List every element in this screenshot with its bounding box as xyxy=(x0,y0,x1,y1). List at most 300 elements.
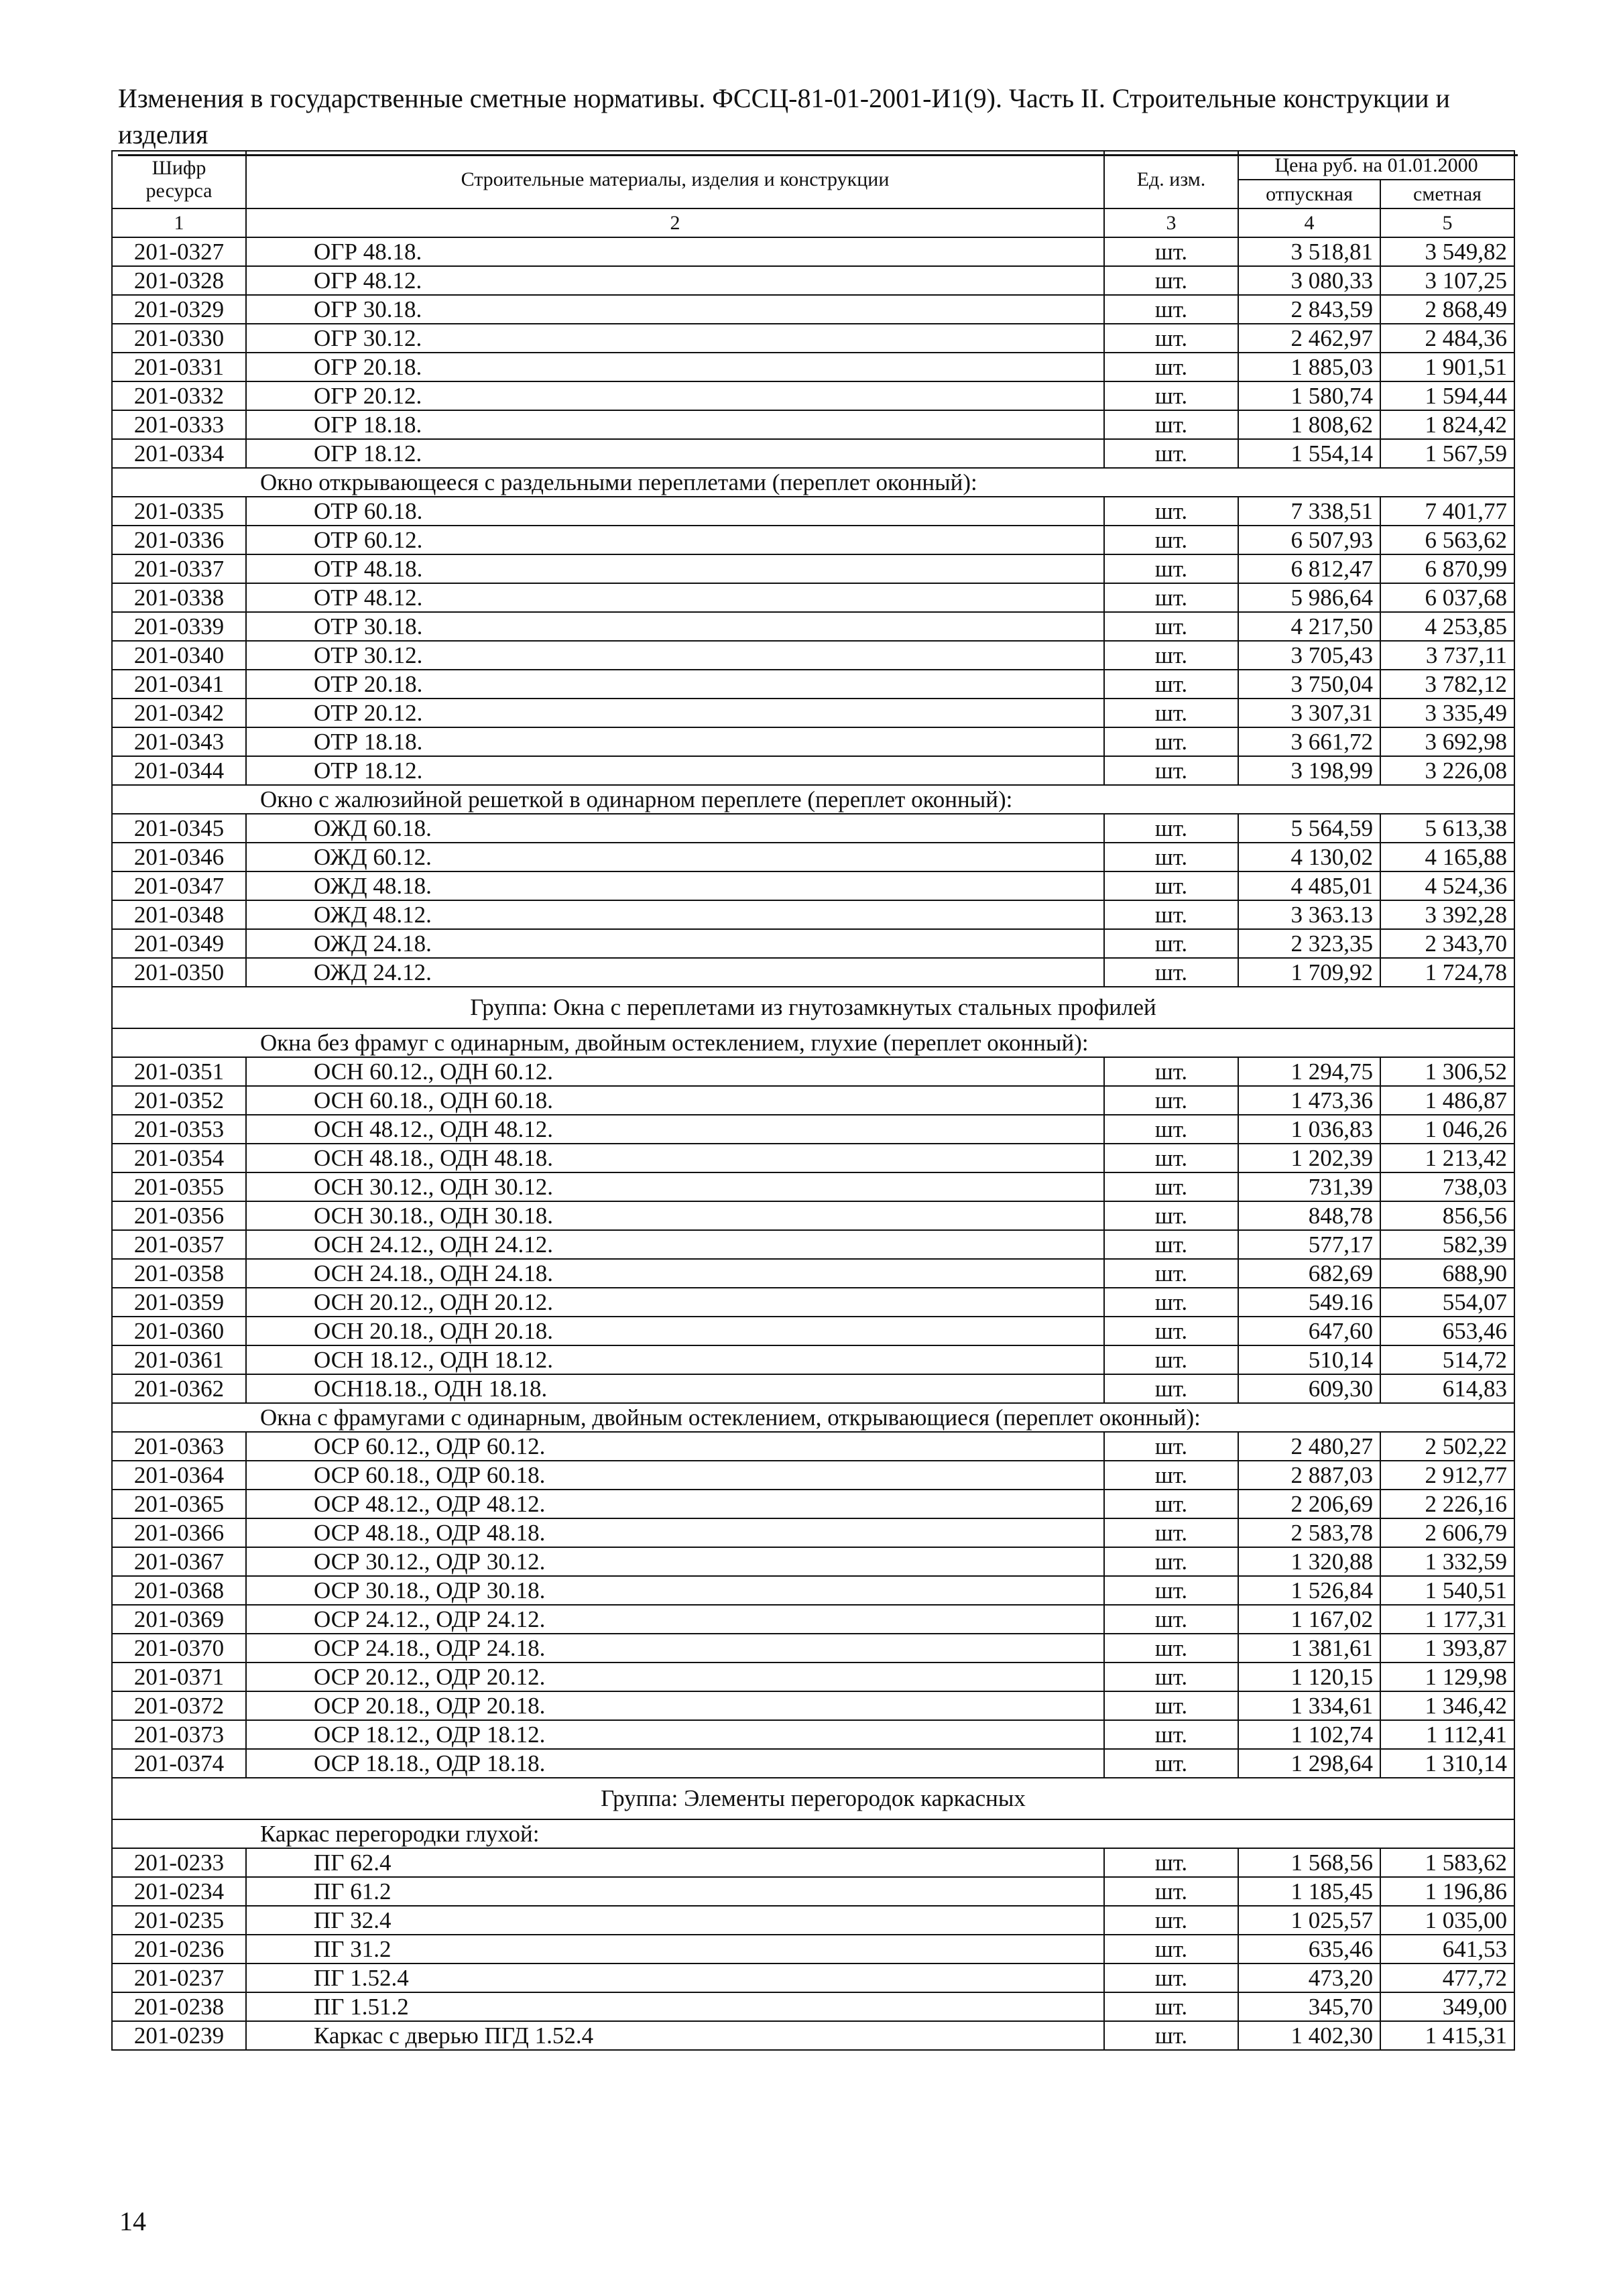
resource-code: 201-0238 xyxy=(112,1992,246,2021)
estimate-price: 3 737,11 xyxy=(1380,641,1514,670)
unit: шт. xyxy=(1104,1547,1238,1576)
release-price: 4 485,01 xyxy=(1238,871,1380,900)
unit: шт. xyxy=(1104,843,1238,871)
unit: шт. xyxy=(1104,814,1238,843)
estimate-price: 1 583,62 xyxy=(1380,1848,1514,1877)
release-price: 2 480,27 xyxy=(1238,1432,1380,1461)
table-row xyxy=(112,699,1514,727)
release-price: 1 402,30 xyxy=(1238,2021,1380,2050)
estimate-price: 1 129,98 xyxy=(1380,1663,1514,1691)
material-name: ОСН 30.12., ОДН 30.12. xyxy=(246,1172,1104,1201)
estimate-price: 6 870,99 xyxy=(1380,554,1514,583)
material-name: ОСН 20.12., ОДН 20.12. xyxy=(246,1288,1104,1317)
estimate-price: 3 692,98 xyxy=(1380,727,1514,756)
col-number: 5 xyxy=(1380,208,1514,237)
unit: шт. xyxy=(1104,353,1238,381)
material-name: ОСН 18.12., ОДН 18.12. xyxy=(246,1345,1104,1374)
table-row xyxy=(112,266,1514,295)
release-price: 5 986,64 xyxy=(1238,583,1380,612)
material-name: ПГ 1.51.2 xyxy=(246,1992,1104,2021)
table-row xyxy=(112,1877,1514,1906)
release-price: 3 307,31 xyxy=(1238,699,1380,727)
table-row xyxy=(112,324,1514,353)
release-price: 2 462,97 xyxy=(1238,324,1380,353)
release-price: 1 808,62 xyxy=(1238,410,1380,439)
estimate-price: 1 594,44 xyxy=(1380,381,1514,410)
unit: шт. xyxy=(1104,1877,1238,1906)
table-row xyxy=(112,1461,1514,1490)
table-row xyxy=(112,1992,1514,2021)
unit: шт. xyxy=(1104,699,1238,727)
material-name: ОГР 30.12. xyxy=(246,324,1104,353)
subsection-heading: Каркас перегородки глухой: xyxy=(112,1819,1514,1848)
resource-code: 201-0365 xyxy=(112,1490,246,1518)
table-row xyxy=(112,295,1514,324)
table-header xyxy=(112,151,1514,237)
release-price: 345,70 xyxy=(1238,1992,1380,2021)
material-name: ОСР 18.12., ОДР 18.12. xyxy=(246,1720,1104,1749)
estimate-price: 1 310,14 xyxy=(1380,1749,1514,1778)
unit: шт. xyxy=(1104,670,1238,699)
table-row xyxy=(112,1720,1514,1749)
subsection-row xyxy=(112,1819,1514,1848)
estimate-price: 3 107,25 xyxy=(1380,266,1514,295)
table-row xyxy=(112,1201,1514,1230)
unit: шт. xyxy=(1104,2021,1238,2050)
col-number: 2 xyxy=(246,208,1104,237)
unit: шт. xyxy=(1104,1230,1238,1259)
resource-code: 201-0233 xyxy=(112,1848,246,1877)
release-price: 1 334,61 xyxy=(1238,1691,1380,1720)
unit: шт. xyxy=(1104,1691,1238,1720)
subsection-heading: Окно открывающееся с раздельными переплетами (переплет оконный): xyxy=(112,468,1514,497)
material-name: ОСН 60.12., ОДН 60.12. xyxy=(246,1057,1104,1086)
resource-code: 201-0370 xyxy=(112,1634,246,1663)
unit: шт. xyxy=(1104,958,1238,987)
unit: шт. xyxy=(1104,1935,1238,1963)
group-heading: Группа: Элементы перегородок каркасных xyxy=(112,1778,1514,1819)
material-name: ПГ 1.52.4 xyxy=(246,1963,1104,1992)
unit: шт. xyxy=(1104,1576,1238,1605)
estimate-price: 3 226,08 xyxy=(1380,756,1514,785)
release-price: 1 381,61 xyxy=(1238,1634,1380,1663)
estimate-price: 2 502,22 xyxy=(1380,1432,1514,1461)
estimate-price: 1 724,78 xyxy=(1380,958,1514,987)
page-header: Изменения в государственные сметные нормативы. ФССЦ-81-01-2001-И1(9). Часть II. Строительные конструкции и изделия xyxy=(118,80,1518,156)
release-price: 2 323,35 xyxy=(1238,929,1380,958)
col-number: 4 xyxy=(1238,208,1380,237)
material-name: Каркас с дверью ПГД 1.52.4 xyxy=(246,2021,1104,2050)
release-price: 682,69 xyxy=(1238,1259,1380,1288)
material-name: ОСР 30.18., ОДР 30.18. xyxy=(246,1576,1104,1605)
material-name: ОЖД 24.18. xyxy=(246,929,1104,958)
resource-code: 201-0367 xyxy=(112,1547,246,1576)
material-name: ПГ 31.2 xyxy=(246,1935,1104,1963)
table-row xyxy=(112,554,1514,583)
unit: шт. xyxy=(1104,929,1238,958)
resource-code: 201-0340 xyxy=(112,641,246,670)
resource-code: 201-0344 xyxy=(112,756,246,785)
subsection-heading: Окна с фрамугами с одинарным, двойным остеклением, открывающиеся (переплет оконный): xyxy=(112,1403,1514,1432)
page-number: 14 xyxy=(119,2206,146,2236)
material-name: ОСР 18.18., ОДР 18.18. xyxy=(246,1749,1104,1778)
release-price: 647,60 xyxy=(1238,1317,1380,1345)
resource-code: 201-0354 xyxy=(112,1144,246,1172)
price-table xyxy=(111,150,1515,2051)
estimate-price: 2 868,49 xyxy=(1380,295,1514,324)
table-row xyxy=(112,958,1514,987)
resource-code: 201-0335 xyxy=(112,497,246,526)
release-price: 3 661,72 xyxy=(1238,727,1380,756)
resource-code: 201-0366 xyxy=(112,1518,246,1547)
material-name: ОТР 60.18. xyxy=(246,497,1104,526)
estimate-price: 4 165,88 xyxy=(1380,843,1514,871)
table-row xyxy=(112,1317,1514,1345)
resource-code: 201-0362 xyxy=(112,1374,246,1403)
unit: шт. xyxy=(1104,1518,1238,1547)
estimate-price: 1 112,41 xyxy=(1380,1720,1514,1749)
resource-code: 201-0334 xyxy=(112,439,246,468)
resource-code: 201-0352 xyxy=(112,1086,246,1115)
release-price: 3 198,99 xyxy=(1238,756,1380,785)
unit: шт. xyxy=(1104,497,1238,526)
table-row xyxy=(112,1057,1514,1086)
col-estimate-header: сметная xyxy=(1380,180,1514,208)
material-name: ОСН 60.18., ОДН 60.18. xyxy=(246,1086,1104,1115)
unit: шт. xyxy=(1104,1086,1238,1115)
material-name: ОГР 48.18. xyxy=(246,237,1104,266)
release-price: 1 102,74 xyxy=(1238,1720,1380,1749)
material-name: ОГР 18.12. xyxy=(246,439,1104,468)
table-row xyxy=(112,1848,1514,1877)
release-price: 3 705,43 xyxy=(1238,641,1380,670)
table-row xyxy=(112,237,1514,266)
resource-code: 201-0368 xyxy=(112,1576,246,1605)
estimate-price: 3 392,28 xyxy=(1380,900,1514,929)
estimate-price: 2 912,77 xyxy=(1380,1461,1514,1490)
resource-code: 201-0336 xyxy=(112,526,246,554)
release-price: 731,39 xyxy=(1238,1172,1380,1201)
material-name: ОГР 48.12. xyxy=(246,266,1104,295)
material-name: ОЖД 60.18. xyxy=(246,814,1104,843)
resource-code: 201-0330 xyxy=(112,324,246,353)
unit: шт. xyxy=(1104,1345,1238,1374)
col-code-header: Шифр ресурса xyxy=(112,151,246,208)
unit: шт. xyxy=(1104,1057,1238,1086)
estimate-price: 3 335,49 xyxy=(1380,699,1514,727)
estimate-price: 477,72 xyxy=(1380,1963,1514,1992)
release-price: 3 363.13 xyxy=(1238,900,1380,929)
subsection-row xyxy=(112,468,1514,497)
table-row xyxy=(112,1691,1514,1720)
table-row xyxy=(112,1115,1514,1144)
release-price: 3 518,81 xyxy=(1238,237,1380,266)
estimate-price: 4 253,85 xyxy=(1380,612,1514,641)
material-name: ОТР 30.12. xyxy=(246,641,1104,670)
material-name: ОЖД 60.12. xyxy=(246,843,1104,871)
table-row xyxy=(112,381,1514,410)
table-row xyxy=(112,439,1514,468)
table-row xyxy=(112,1345,1514,1374)
material-name: ОСР 48.18., ОДР 48.18. xyxy=(246,1518,1104,1547)
unit: шт. xyxy=(1104,1374,1238,1403)
resource-code: 201-0333 xyxy=(112,410,246,439)
material-name: ОТР 48.18. xyxy=(246,554,1104,583)
table-row xyxy=(112,814,1514,843)
estimate-price: 1 486,87 xyxy=(1380,1086,1514,1115)
table-row xyxy=(112,900,1514,929)
resource-code: 201-0348 xyxy=(112,900,246,929)
release-price: 6 812,47 xyxy=(1238,554,1380,583)
table-row xyxy=(112,871,1514,900)
estimate-price: 5 613,38 xyxy=(1380,814,1514,843)
table-body xyxy=(112,237,1514,2050)
unit: шт. xyxy=(1104,1848,1238,1877)
release-price: 1 568,56 xyxy=(1238,1848,1380,1877)
resource-code: 201-0331 xyxy=(112,353,246,381)
release-price: 1 025,57 xyxy=(1238,1906,1380,1935)
material-name: ОТР 60.12. xyxy=(246,526,1104,554)
resource-code: 201-0374 xyxy=(112,1749,246,1778)
material-name: ОСР 20.12., ОДР 20.12. xyxy=(246,1663,1104,1691)
release-price: 3 080,33 xyxy=(1238,266,1380,295)
release-price: 2 206,69 xyxy=(1238,1490,1380,1518)
group-heading: Группа: Окна с переплетами из гнутозамкнутых стальных профилей xyxy=(112,987,1514,1028)
table-row xyxy=(112,1144,1514,1172)
material-name: ОСР 60.12., ОДР 60.12. xyxy=(246,1432,1104,1461)
resource-code: 201-0347 xyxy=(112,871,246,900)
resource-code: 201-0236 xyxy=(112,1935,246,1963)
resource-code: 201-0337 xyxy=(112,554,246,583)
table-row xyxy=(112,497,1514,526)
unit: шт. xyxy=(1104,1906,1238,1935)
table-row xyxy=(112,410,1514,439)
release-price: 1 526,84 xyxy=(1238,1576,1380,1605)
release-price: 5 564,59 xyxy=(1238,814,1380,843)
release-price: 1 320,88 xyxy=(1238,1547,1380,1576)
group-row xyxy=(112,1778,1514,1819)
unit: шт. xyxy=(1104,583,1238,612)
resource-code: 201-0371 xyxy=(112,1663,246,1691)
table-row xyxy=(112,1663,1514,1691)
estimate-price: 1 393,87 xyxy=(1380,1634,1514,1663)
material-name: ОСН 20.18., ОДН 20.18. xyxy=(246,1317,1104,1345)
resource-code: 201-0349 xyxy=(112,929,246,958)
unit: шт. xyxy=(1104,1201,1238,1230)
resource-code: 201-0372 xyxy=(112,1691,246,1720)
release-price: 1 294,75 xyxy=(1238,1057,1380,1086)
material-name: ОСН 24.18., ОДН 24.18. xyxy=(246,1259,1104,1288)
table-row xyxy=(112,1935,1514,1963)
column-number-row xyxy=(112,208,1514,237)
table-row xyxy=(112,1605,1514,1634)
material-name: ОЖД 48.12. xyxy=(246,900,1104,929)
resource-code: 201-0346 xyxy=(112,843,246,871)
table-row xyxy=(112,929,1514,958)
release-price: 1 580,74 xyxy=(1238,381,1380,410)
material-name: ОТР 18.12. xyxy=(246,756,1104,785)
resource-code: 201-0355 xyxy=(112,1172,246,1201)
resource-code: 201-0234 xyxy=(112,1877,246,1906)
material-name: ПГ 32.4 xyxy=(246,1906,1104,1935)
estimate-price: 1 177,31 xyxy=(1380,1605,1514,1634)
estimate-price: 2 484,36 xyxy=(1380,324,1514,353)
subsection-row xyxy=(112,1403,1514,1432)
release-price: 1 185,45 xyxy=(1238,1877,1380,1906)
material-name: ОСН18.18., ОДН 18.18. xyxy=(246,1374,1104,1403)
estimate-price: 1 046,26 xyxy=(1380,1115,1514,1144)
unit: шт. xyxy=(1104,1144,1238,1172)
unit: шт. xyxy=(1104,526,1238,554)
subsection-row xyxy=(112,785,1514,814)
estimate-price: 2 226,16 xyxy=(1380,1490,1514,1518)
resource-code: 201-0360 xyxy=(112,1317,246,1345)
table-row xyxy=(112,1259,1514,1288)
resource-code: 201-0329 xyxy=(112,295,246,324)
unit: шт. xyxy=(1104,1720,1238,1749)
release-price: 6 507,93 xyxy=(1238,526,1380,554)
table-row xyxy=(112,1576,1514,1605)
unit: шт. xyxy=(1104,900,1238,929)
estimate-price: 349,00 xyxy=(1380,1992,1514,2021)
subsection-heading: Окна без фрамуг с одинарным, двойным остеклением, глухие (переплет оконный): xyxy=(112,1028,1514,1057)
estimate-price: 1 540,51 xyxy=(1380,1576,1514,1605)
table-row xyxy=(112,1374,1514,1403)
table-row xyxy=(112,1547,1514,1576)
unit: шт. xyxy=(1104,1605,1238,1634)
material-name: ОГР 20.12. xyxy=(246,381,1104,410)
resource-code: 201-0342 xyxy=(112,699,246,727)
resource-code: 201-0328 xyxy=(112,266,246,295)
material-name: ОСН 24.12., ОДН 24.12. xyxy=(246,1230,1104,1259)
resource-code: 201-0353 xyxy=(112,1115,246,1144)
estimate-price: 653,46 xyxy=(1380,1317,1514,1345)
resource-code: 201-0345 xyxy=(112,814,246,843)
release-price: 3 750,04 xyxy=(1238,670,1380,699)
unit: шт. xyxy=(1104,1992,1238,2021)
resource-code: 201-0356 xyxy=(112,1201,246,1230)
unit: шт. xyxy=(1104,727,1238,756)
estimate-price: 614,83 xyxy=(1380,1374,1514,1403)
release-price: 1 473,36 xyxy=(1238,1086,1380,1115)
estimate-price: 1 901,51 xyxy=(1380,353,1514,381)
estimate-price: 1 306,52 xyxy=(1380,1057,1514,1086)
material-name: ОСР 24.18., ОДР 24.18. xyxy=(246,1634,1104,1663)
unit: шт. xyxy=(1104,1259,1238,1288)
table-row xyxy=(112,2021,1514,2050)
table-row xyxy=(112,1432,1514,1461)
estimate-price: 4 524,36 xyxy=(1380,871,1514,900)
table-row xyxy=(112,1490,1514,1518)
table-row xyxy=(112,1518,1514,1547)
col-unit-header: Ед. изм. xyxy=(1104,151,1238,208)
unit: шт. xyxy=(1104,1288,1238,1317)
col-number: 3 xyxy=(1104,208,1238,237)
table-row xyxy=(112,1749,1514,1778)
release-price: 848,78 xyxy=(1238,1201,1380,1230)
table-row xyxy=(112,1086,1514,1115)
estimate-price: 582,39 xyxy=(1380,1230,1514,1259)
unit: шт. xyxy=(1104,1634,1238,1663)
resource-code: 201-0237 xyxy=(112,1963,246,1992)
release-price: 1 202,39 xyxy=(1238,1144,1380,1172)
estimate-price: 1 196,86 xyxy=(1380,1877,1514,1906)
release-price: 1 036,83 xyxy=(1238,1115,1380,1144)
release-price: 2 887,03 xyxy=(1238,1461,1380,1490)
release-price: 4 217,50 xyxy=(1238,612,1380,641)
estimate-price: 6 563,62 xyxy=(1380,526,1514,554)
unit: шт. xyxy=(1104,1317,1238,1345)
material-name: ОЖД 48.18. xyxy=(246,871,1104,900)
table-row xyxy=(112,353,1514,381)
release-price: 1 167,02 xyxy=(1238,1605,1380,1634)
material-name: ОТР 18.18. xyxy=(246,727,1104,756)
unit: шт. xyxy=(1104,1172,1238,1201)
unit: шт. xyxy=(1104,641,1238,670)
resource-code: 201-0373 xyxy=(112,1720,246,1749)
table-row xyxy=(112,1230,1514,1259)
group-row xyxy=(112,987,1514,1028)
material-name: ОСР 48.12., ОДР 48.12. xyxy=(246,1490,1104,1518)
resource-code: 201-0239 xyxy=(112,2021,246,2050)
material-name: ОТР 20.12. xyxy=(246,699,1104,727)
material-name: ОСР 30.12., ОДР 30.12. xyxy=(246,1547,1104,1576)
table-row xyxy=(112,612,1514,641)
resource-code: 201-0332 xyxy=(112,381,246,410)
release-price: 1 120,15 xyxy=(1238,1663,1380,1691)
material-name: ПГ 61.2 xyxy=(246,1877,1104,1906)
release-price: 1 885,03 xyxy=(1238,353,1380,381)
material-name: ОТР 48.12. xyxy=(246,583,1104,612)
unit: шт. xyxy=(1104,1490,1238,1518)
table-row xyxy=(112,727,1514,756)
resource-code: 201-0357 xyxy=(112,1230,246,1259)
table-row xyxy=(112,670,1514,699)
unit: шт. xyxy=(1104,410,1238,439)
unit: шт. xyxy=(1104,295,1238,324)
material-name: ОСН 30.18., ОДН 30.18. xyxy=(246,1201,1104,1230)
resource-code: 201-0361 xyxy=(112,1345,246,1374)
release-price: 2 583,78 xyxy=(1238,1518,1380,1547)
release-price: 1 709,92 xyxy=(1238,958,1380,987)
estimate-price: 856,56 xyxy=(1380,1201,1514,1230)
material-name: ОГР 18.18. xyxy=(246,410,1104,439)
material-name: ОСР 24.12., ОДР 24.12. xyxy=(246,1605,1104,1634)
release-price: 609,30 xyxy=(1238,1374,1380,1403)
unit: шт. xyxy=(1104,1663,1238,1691)
table-row xyxy=(112,1963,1514,1992)
unit: шт. xyxy=(1104,381,1238,410)
unit: шт. xyxy=(1104,1963,1238,1992)
resource-code: 201-0343 xyxy=(112,727,246,756)
unit: шт. xyxy=(1104,1749,1238,1778)
release-price: 549.16 xyxy=(1238,1288,1380,1317)
unit: шт. xyxy=(1104,266,1238,295)
col-price-header: Цена руб. на 01.01.2000 xyxy=(1238,151,1514,180)
release-price: 577,17 xyxy=(1238,1230,1380,1259)
table-row xyxy=(112,1634,1514,1663)
material-name: ОСР 60.18., ОДР 60.18. xyxy=(246,1461,1104,1490)
material-name: ОГР 20.18. xyxy=(246,353,1104,381)
estimate-price: 738,03 xyxy=(1380,1172,1514,1201)
table-row xyxy=(112,843,1514,871)
resource-code: 201-0351 xyxy=(112,1057,246,1086)
estimate-price: 641,53 xyxy=(1380,1935,1514,1963)
table-row xyxy=(112,1906,1514,1935)
col-name-header: Строительные материалы, изделия и конструкции xyxy=(246,151,1104,208)
material-name: ОСН 48.12., ОДН 48.12. xyxy=(246,1115,1104,1144)
estimate-price: 1 346,42 xyxy=(1380,1691,1514,1720)
